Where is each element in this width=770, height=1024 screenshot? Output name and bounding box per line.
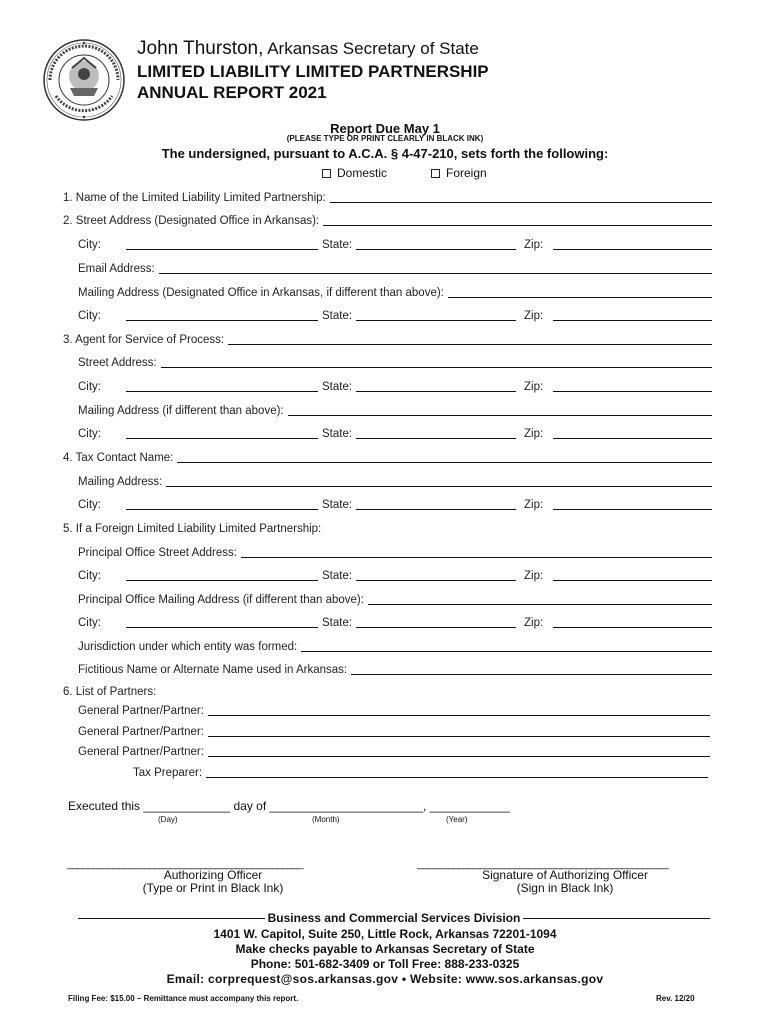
statute-statement: The undersigned, pursuant to A.C.A. § 4-47-210, sets forth the following: [161, 146, 609, 161]
city-field[interactable] [78, 563, 318, 583]
zip-label: Zip: [524, 499, 544, 511]
officer-signature-caption [455, 869, 675, 895]
domestic-label: Domestic [337, 166, 388, 180]
zip-field[interactable] [524, 492, 712, 512]
city-field[interactable] [78, 232, 318, 252]
zip-line[interactable] [553, 249, 712, 250]
state-line[interactable] [356, 320, 516, 321]
officer-name-caption-line2: (Type or Print in Black Ink) [142, 881, 284, 895]
domestic-checkbox[interactable] [322, 169, 331, 178]
fictitious-name-label: Fictitious Name or Alternate Name used in Arkansas: [78, 664, 348, 676]
city-line[interactable] [126, 320, 318, 321]
agent-mailing-label: Mailing Address (if different than above): [78, 405, 284, 417]
secretary-office: Arkansas Secretary of State [267, 39, 479, 58]
state-field[interactable] [322, 374, 516, 394]
day-caption: (Day) [158, 815, 178, 824]
foreign-option[interactable] [431, 166, 487, 180]
state-field[interactable] [322, 421, 516, 441]
officer-name-caption-line1: Authorizing Officer [163, 868, 263, 882]
zip-field[interactable] [524, 374, 712, 394]
jurisdiction-field[interactable] [78, 634, 712, 654]
foreign-label: Foreign [446, 166, 487, 180]
mailing-designated-line[interactable] [448, 297, 712, 298]
secretary-line [137, 38, 479, 60]
city-label: City: [78, 239, 101, 251]
city-label: City: [78, 499, 101, 511]
state-label: State: [322, 499, 353, 511]
officer-signature-line[interactable]: _________________________________________________ [417, 858, 668, 870]
foreign-checkbox[interactable] [431, 169, 440, 178]
state-field[interactable] [322, 563, 516, 583]
tax-mailing-label: Mailing Address: [78, 476, 163, 488]
form-title-line1: LIMITED LIABILITY LIMITED PARTNERSHIP [137, 62, 489, 81]
city-field[interactable] [78, 374, 318, 394]
officer-name-line[interactable]: ______________________________________________ [67, 858, 303, 870]
agent-street-line[interactable] [161, 367, 712, 368]
report-due: Report Due May 1 [330, 121, 440, 136]
revision-note: Rev. 12/20 [656, 994, 695, 1003]
state-field[interactable] [322, 232, 516, 252]
division-address: 1401 W. Capitol, Suite 250, Little Rock, Arkansas 72201-1094 [213, 927, 557, 941]
state-field[interactable] [322, 610, 516, 630]
city-field[interactable] [78, 492, 318, 512]
city-label: City: [78, 570, 101, 582]
partner-line[interactable] [208, 736, 710, 737]
partner-label: General Partner/Partner: [78, 705, 204, 717]
email-line[interactable] [159, 273, 712, 274]
division-email-website: Email: corprequest@sos.arkansas.gov • Website: www.sos.arkansas.gov [166, 972, 604, 986]
partner-field[interactable] [78, 698, 710, 718]
principal-street-label: Principal Office Street Address: [78, 547, 237, 559]
jurisdiction-label: Jurisdiction under which entity was formed: [78, 641, 298, 653]
state-field[interactable] [322, 303, 516, 323]
ink-instructions: (PLEASE TYPE OR PRINT CLEARLY IN BLACK INK) [286, 134, 484, 143]
partner-label: General Partner/Partner: [78, 726, 204, 738]
state-line[interactable] [356, 580, 516, 581]
state-line[interactable] [356, 627, 516, 628]
city-label: City: [78, 310, 101, 322]
state-label: State: [322, 570, 353, 582]
state-line[interactable] [356, 249, 516, 250]
principal-mailing-field[interactable] [78, 587, 712, 607]
city-line[interactable] [126, 509, 318, 510]
city-line[interactable] [126, 391, 318, 392]
city-field[interactable] [78, 303, 318, 323]
agent-street-label: Street Address: [78, 357, 157, 369]
secretary-name: John Thurston, [137, 38, 264, 59]
email-field[interactable] [78, 256, 712, 276]
tax-mailing-line[interactable] [166, 486, 712, 487]
agent-line[interactable] [228, 344, 712, 345]
zip-line[interactable] [553, 391, 712, 392]
division-title-row [78, 911, 710, 925]
partner-field[interactable] [78, 719, 710, 739]
partner-line[interactable] [208, 756, 710, 757]
officer-name-caption [113, 869, 313, 895]
filing-fee-note: Filing Fee: $15.00 – Remittance must accompany this report. [68, 994, 299, 1003]
zip-line[interactable] [553, 320, 712, 321]
partner-field[interactable] [78, 739, 710, 759]
division-phone: Phone: 501-682-3409 or Toll Free: 888-233-0325 [250, 957, 520, 971]
payable-note: Make checks payable to Arkansas Secretary of State [235, 942, 535, 956]
city-field[interactable] [78, 610, 318, 630]
zip-line[interactable] [553, 438, 712, 439]
tax-preparer-field[interactable] [133, 760, 708, 780]
city-line[interactable] [126, 438, 318, 439]
agent-field[interactable] [63, 327, 712, 347]
zip-label: Zip: [524, 381, 544, 393]
zip-line[interactable] [553, 627, 712, 628]
foreign-llp-heading [63, 516, 712, 536]
zip-line[interactable] [553, 509, 712, 510]
city-label: City: [78, 617, 101, 629]
agent-mailing-field[interactable] [78, 398, 712, 418]
executed-line[interactable]: Executed this _____________ day of _______________________, ____________ [68, 799, 510, 813]
divider [523, 918, 710, 919]
domestic-option[interactable] [322, 166, 387, 180]
month-caption: (Month) [312, 815, 340, 824]
principal-street-line[interactable] [241, 557, 712, 558]
form-title-line2: ANNUAL REPORT 2021 [137, 83, 327, 102]
state-line[interactable] [356, 509, 516, 510]
foreign-llp-label: 5. If a Foreign Limited Liability Limited Partnership: [63, 523, 322, 535]
tax-contact-line[interactable] [177, 462, 712, 463]
fictitious-name-line[interactable] [351, 674, 712, 675]
city-line[interactable] [126, 249, 318, 250]
zip-field[interactable] [524, 303, 712, 323]
state-label: State: [322, 239, 353, 251]
state-line[interactable] [356, 438, 516, 439]
agent-mailing-line[interactable] [288, 415, 712, 416]
officer-signature-caption-line1: Signature of Authorizing Officer [482, 868, 648, 882]
city-label: City: [78, 381, 101, 393]
form-title [137, 61, 489, 103]
zip-field[interactable] [524, 232, 712, 252]
zip-label: Zip: [524, 239, 544, 251]
year-caption: (Year) [446, 815, 468, 824]
zip-label: Zip: [524, 310, 544, 322]
tax-contact-label: 4. Tax Contact Name: [63, 452, 174, 464]
officer-signature-caption-line2: (Sign in Black Ink) [516, 881, 614, 895]
llp-name-line[interactable] [330, 202, 712, 203]
state-line[interactable] [356, 391, 516, 392]
mailing-designated-field[interactable] [78, 280, 712, 300]
street-address-field[interactable] [63, 208, 712, 228]
email-label: Email Address: [78, 263, 155, 275]
partners-label: 6. List of Partners: [63, 686, 157, 698]
state-label: State: [322, 381, 353, 393]
tax-contact-field[interactable] [63, 445, 712, 465]
street-address-line[interactable] [323, 225, 712, 226]
city-label: City: [78, 428, 101, 440]
partner-line[interactable] [208, 715, 710, 716]
zip-line[interactable] [553, 580, 712, 581]
agent-label: 3. Agent for Service of Process: [63, 334, 225, 346]
tax-mailing-field[interactable] [78, 469, 712, 489]
secretary-of-state-seal [42, 38, 126, 122]
principal-mailing-line[interactable] [368, 604, 712, 605]
state-label: State: [322, 428, 353, 440]
principal-mailing-label: Principal Office Mailing Address (if different than above): [78, 594, 364, 606]
agent-street-field[interactable] [78, 350, 712, 370]
zip-label: Zip: [524, 617, 544, 629]
llp-name-label: 1. Name of the Limited Liability Limited Partnership: [63, 192, 326, 204]
divider [78, 918, 265, 919]
tax-preparer-line[interactable] [206, 777, 708, 778]
fictitious-name-field[interactable] [78, 657, 712, 677]
street-address-label: 2. Street Address (Designated Office in Arkansas): [63, 215, 320, 227]
zip-field[interactable] [524, 563, 712, 583]
partner-label: General Partner/Partner: [78, 746, 204, 758]
tax-preparer-label: Tax Preparer: [133, 767, 203, 779]
state-label: State: [322, 617, 353, 629]
mailing-designated-label: Mailing Address (Designated Office in Arkansas, if different than above): [78, 287, 444, 299]
state-label: State: [322, 310, 353, 322]
zip-field[interactable] [524, 421, 712, 441]
partners-heading [63, 679, 712, 699]
city-line[interactable] [126, 580, 318, 581]
city-field[interactable] [78, 421, 318, 441]
division-title: Business and Commercial Services Division [267, 911, 521, 925]
zip-field[interactable] [524, 610, 712, 630]
jurisdiction-line[interactable] [301, 651, 712, 652]
principal-street-field[interactable] [78, 540, 712, 560]
state-field[interactable] [322, 492, 516, 512]
zip-label: Zip: [524, 428, 544, 440]
city-line[interactable] [126, 627, 318, 628]
zip-label: Zip: [524, 570, 544, 582]
llp-name-field[interactable] [63, 185, 712, 205]
